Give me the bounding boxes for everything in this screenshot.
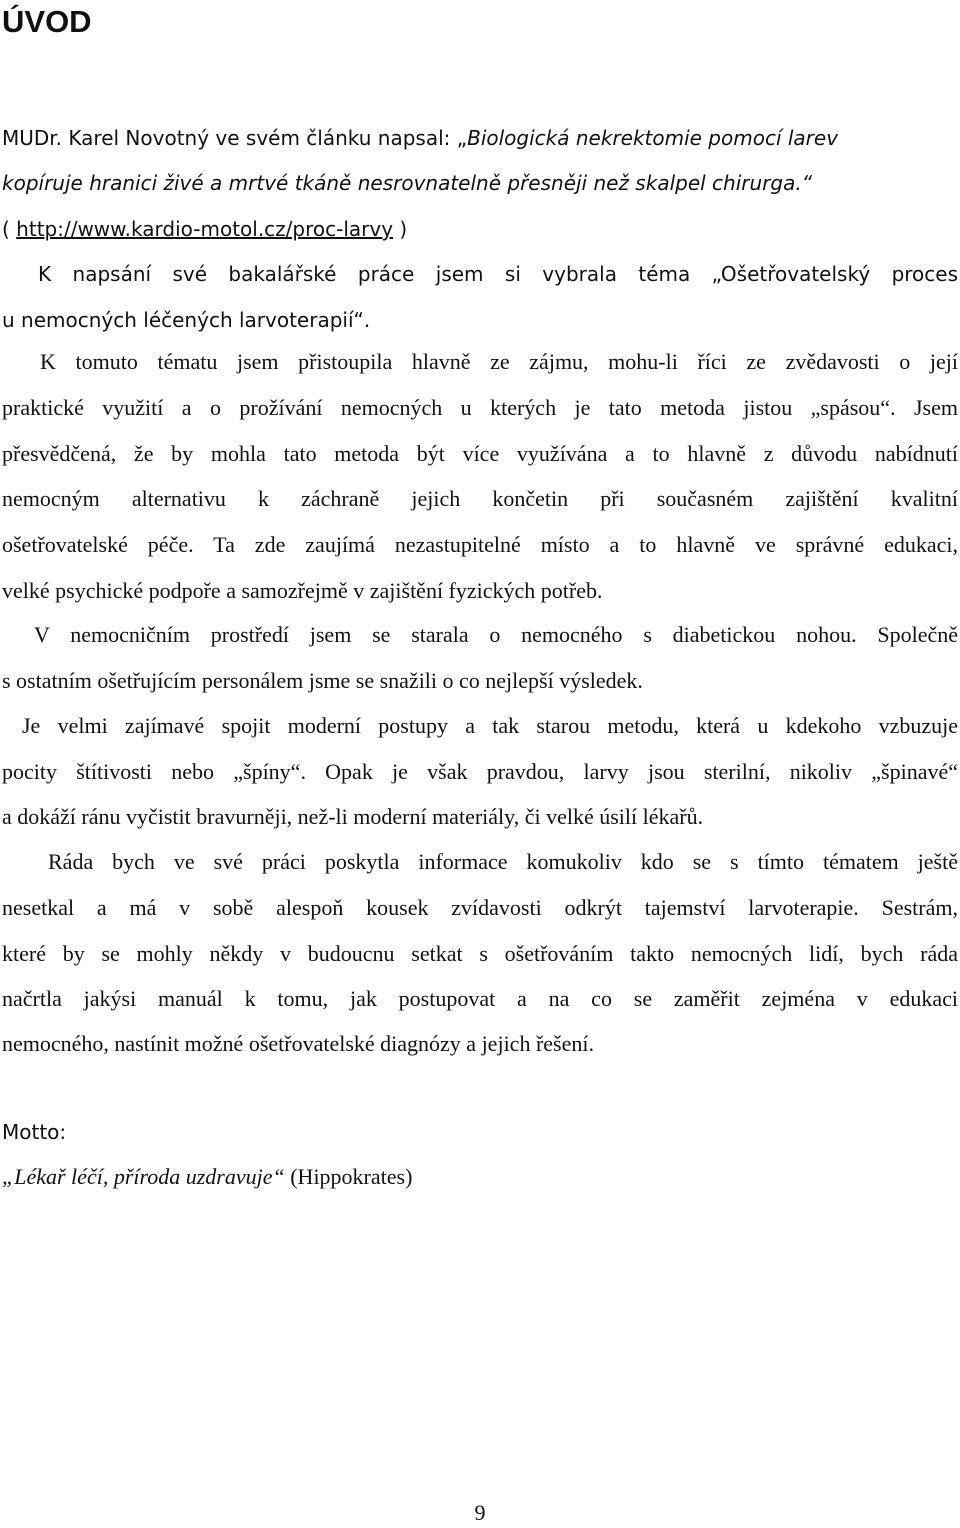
paragraph-line: velké psychické podpoře a samozřejmě v zajištění fyzických potřeb. (2, 578, 603, 603)
paragraph-line: přesvědčená, že by mohla tato metoda být více využívána a to hlavně z důvodu nabídnutí (2, 441, 958, 466)
paragraph-line: Ráda bych ve své práci poskytla informace komukoliv kdo se s tímto tématem ještě (48, 849, 958, 874)
paren-open: ( (2, 217, 17, 241)
page-number: 9 (474, 1500, 486, 1525)
paragraph-line: s ostatním ošetřujícím personálem jsme se snažili o co nejlepší výsledek. (2, 668, 643, 693)
quote-start: Biologická nekrektomie pomocí larev (467, 126, 839, 150)
motto-author: (Hippokrates) (284, 1164, 413, 1189)
paragraph-line: pocity štítivosti nebo „špíny“. Opak je však pravdou, larvy jsou sterilní, nikoliv „špinavé“ (2, 759, 958, 784)
paragraph-line: Je velmi zajímavé spojit moderní postupy a tak starou metodu, která u kdekoho vzbuzuje (22, 713, 958, 738)
paragraph-line: načrtla jakýsi manuál k tomu, jak postupovat a na co se zaměřit zejména v edukaci (2, 986, 958, 1011)
paragraph-line: nesetkal a má v sobě alespoň kousek zvídavosti odkrýt tajemství larvoterapie. Sestrám, (2, 895, 958, 920)
page-heading: ÚVOD (2, 4, 92, 39)
paragraph-line: a dokáží ránu vyčistit bravurněji, než-li moderní materiály, či velké úsilí lékařů. (2, 804, 704, 829)
intro-line-2: kopíruje hranici živé a mrtvé tkáně nesrovnatelně přesněji než skalpel chirurga.“ (2, 171, 813, 195)
intro-line-5: u nemocných léčených larvoterapií“. (2, 308, 371, 332)
motto-line (2, 1162, 958, 1192)
paragraph-line: V nemocničním prostředí jsem se starala o nemocného s diabetickou nohou. Společně (34, 622, 958, 647)
motto-quote: „Lékař léčí, příroda uzdravuje“ (2, 1164, 285, 1189)
intro-line-1 (2, 123, 958, 153)
paragraph-line: ošetřovatelské péče. Ta zde zaujímá nezastupitelné místo a to hlavně ve správné edukaci, (2, 532, 958, 557)
paren-close: ) (393, 217, 408, 241)
intro-line-3 (2, 214, 958, 244)
intro-line-1-text: MUDr. Karel Novotný ve svém článku napsal: „ (2, 126, 468, 150)
paragraph-line: praktické využití a o prožívání nemocných u kterých je tato metoda jistou „spásou“. Jsem (2, 395, 958, 420)
paragraph-line: nemocným alternativu k záchraně jejich končetin při současném zajištění kvalitní (2, 486, 958, 511)
paragraph-line: K tomuto tématu jsem přistoupila hlavně ze zájmu, mohu-li říci ze zvědavosti o její (40, 349, 958, 374)
motto-label: Motto: (2, 1120, 67, 1144)
paragraph-line: nemocného, nastínit možné ošetřovatelské diagnózy a jejich řešení. (2, 1031, 594, 1056)
paragraph-line: které by se mohly někdy v budoucnu setkat s ošetřováním takto nemocných lidí, bych ráda (2, 941, 958, 966)
source-link[interactable]: http://www.kardio-motol.cz/proc-larvy (16, 217, 394, 241)
intro-line-4: K napsání své bakalářské práce jsem si vybrala téma „Ošetřovatelský proces (38, 262, 958, 286)
